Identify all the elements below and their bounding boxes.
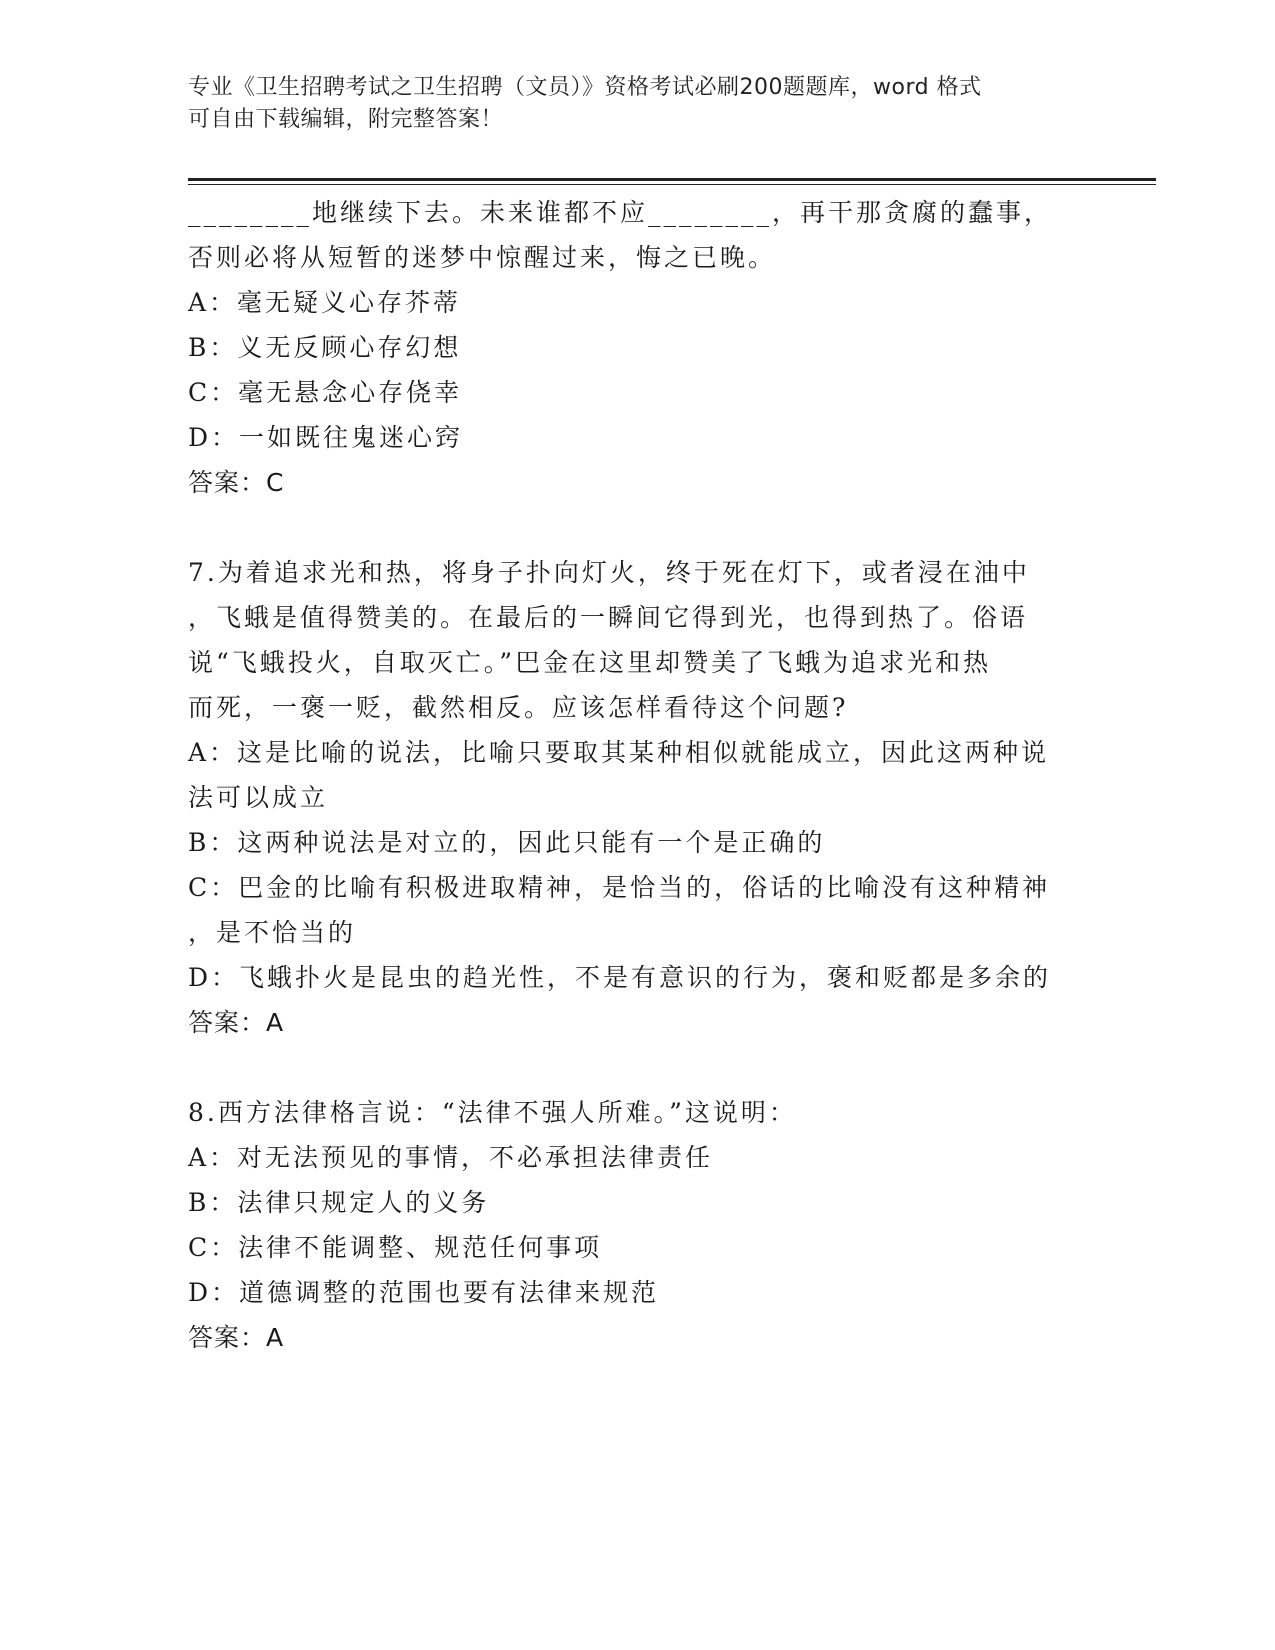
answer-line: 答案：A: [188, 1008, 285, 1037]
question-6: [188, 190, 1088, 505]
question-stem-line: 否则必将从短暂的迷梦中惊醒过来，悔之已晚。: [188, 243, 777, 272]
option-c-continued: ，是不恰当的: [188, 918, 357, 947]
document-body: [188, 190, 1088, 1360]
header-line-2: 可自由下载编辑，附完整答案！: [188, 107, 504, 132]
question-stem-line: ，飞蛾是值得赞美的。在最后的一瞬间它得到光，也得到热了。俗语: [188, 603, 1029, 632]
option-c: C：巴金的比喻有积极进取精神，是恰当的，俗话的比喻没有这种精神: [188, 873, 1051, 902]
answer-line: 答案：C: [188, 468, 285, 497]
option-c: C：法律不能调整、规范任何事项: [188, 1233, 603, 1262]
spacer: [188, 1045, 1088, 1090]
question-stem-line: 7.为着追求光和热，将身子扑向灯火，终于死在灯下，或者浸在油中: [188, 558, 1030, 587]
header-line-1: 专业《卫生招聘考试之卫生招聘（文员）》资格考试必刷200题题库，word 格式: [188, 75, 982, 100]
header-rule-thick: [188, 178, 1156, 181]
question-stem-line: 而死，一褒一贬，截然相反。应该怎样看待这个问题?: [188, 693, 849, 722]
question-stem-line: 8.西方法律格言说：“法律不强人所难。”这说明：: [188, 1098, 797, 1127]
option-a: A：这是比喻的说法，比喻只要取其某种相似就能成立，因此这两种说: [188, 738, 1050, 767]
spacer: [188, 505, 1088, 550]
document-header: [188, 72, 1088, 136]
option-b: B：这两种说法是对立的，因此只能有一个是正确的: [188, 828, 826, 857]
option-a-continued: 法可以成立: [188, 783, 329, 812]
answer-line: 答案：A: [188, 1323, 285, 1352]
question-stem-line: 说“飞蛾投火，自取灭亡。”巴金在这里却赞美了飞蛾为追求光和热: [188, 648, 992, 677]
option-a: A：毫无疑义心存芥蒂: [188, 288, 462, 317]
option-d: D：道德调整的范围也要有法律来规范: [188, 1278, 660, 1307]
option-d: D：一如既往鬼迷心窍: [188, 423, 464, 452]
header-rule-thin: [188, 184, 1156, 185]
question-7: [188, 550, 1088, 1045]
option-b: B：义无反顾心存幻想: [188, 333, 462, 362]
question-stem-line: ________地继续下去。未来谁都不应________，再干那贪腐的蠢事，: [188, 198, 1053, 227]
option-b: B：法律只规定人的义务: [188, 1188, 490, 1217]
option-a: A：对无法预见的事情，不必承担法律责任: [188, 1143, 714, 1172]
option-c: C：毫无悬念心存侥幸: [188, 378, 463, 407]
option-d: D：飞蛾扑火是昆虫的趋光性，不是有意识的行为，褒和贬都是多余的: [188, 963, 1052, 992]
question-8: [188, 1090, 1088, 1360]
